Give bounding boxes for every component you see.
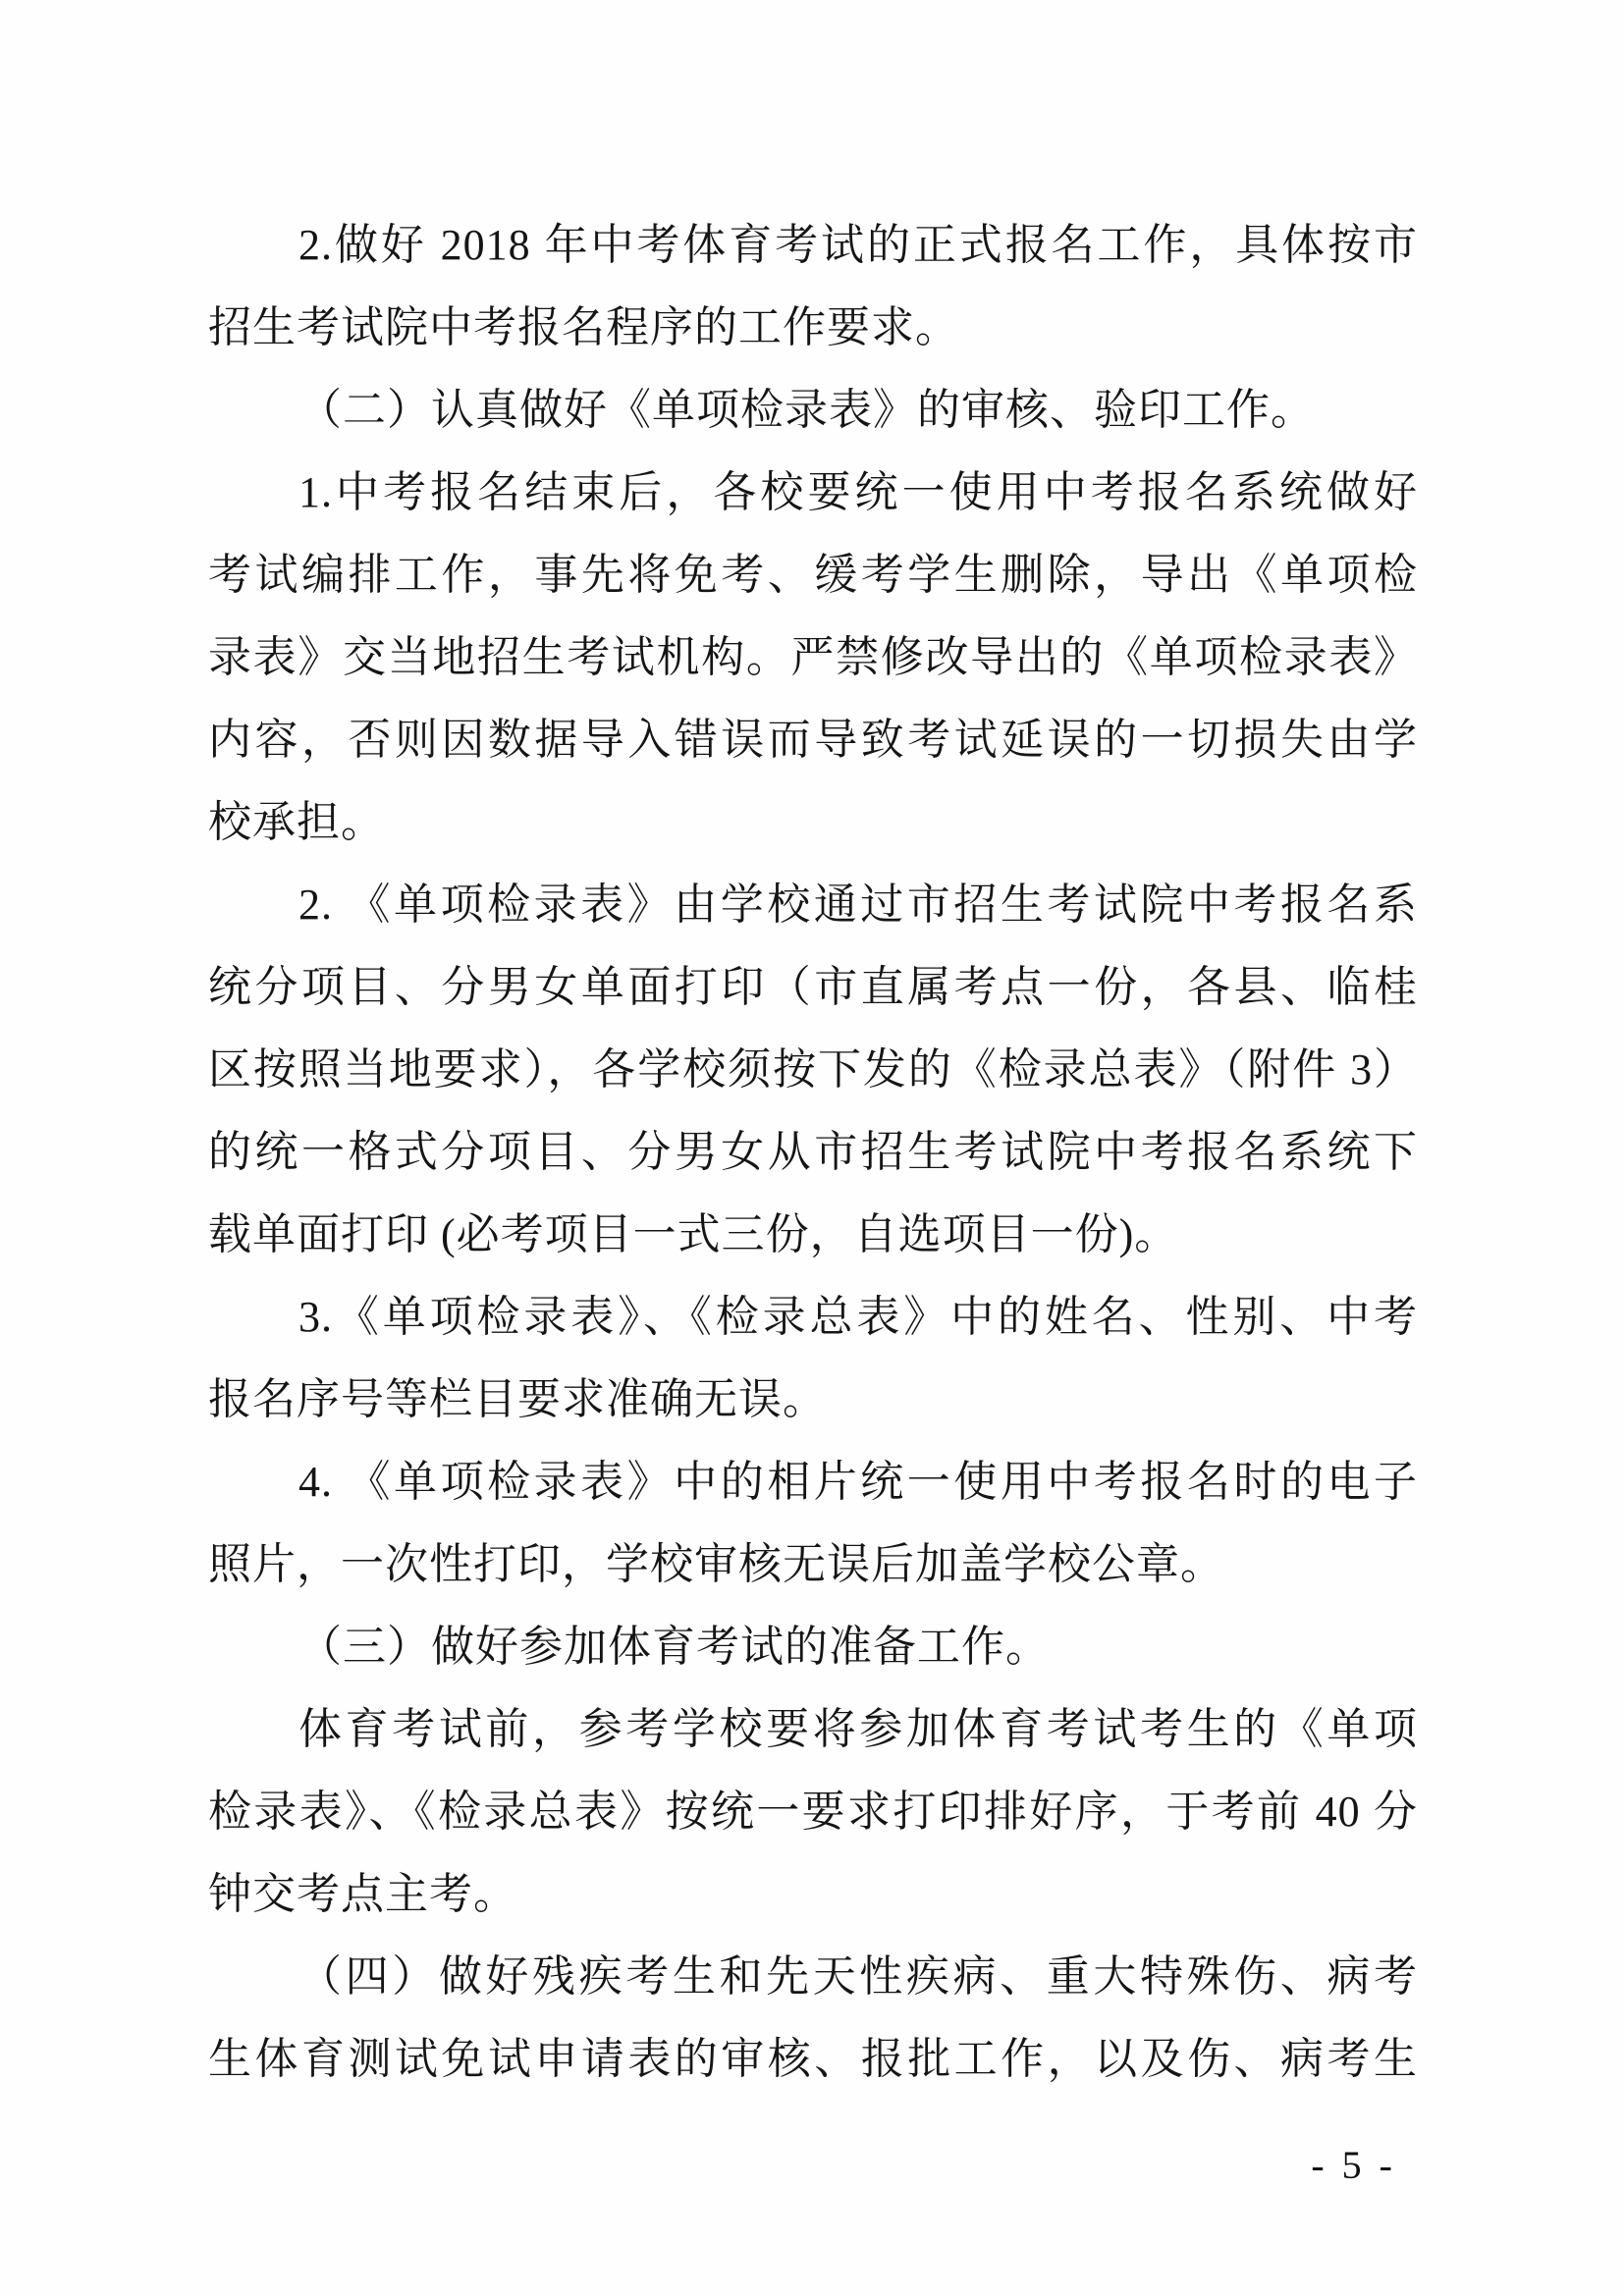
text-line: 3.《单项检录表》、《检录总表》中的姓名、性别、中考: [298, 1293, 1418, 1341]
text-line: 载单面打印 (必考项目一式三份，自选项目一份)。: [208, 1210, 1179, 1258]
text-line: 校承担。: [208, 798, 385, 846]
text-line: 内容，否则因数据导入错误而导致考试延误的一切损失由学: [208, 716, 1418, 764]
text-line: 检录表》、《检录总表》按统一要求打印排好序，于考前 40 分: [208, 1788, 1418, 1836]
text-line: 考试编排工作，事先将免考、缓考学生删除，导出《单项检: [208, 551, 1418, 599]
text-line: （二）认真做好《单项检录表》的审核、验印工作。: [298, 386, 1315, 434]
text-line: 4. 《单项检录表》中的相片统一使用中考报名时的电子: [298, 1458, 1418, 1506]
text-line: 录表》交当地招生考试机构。严禁修改导出的《单项检录表》: [208, 633, 1418, 681]
text-line: 钟交考点主考。: [208, 1870, 517, 1918]
text-line: 生体育测试免试申请表的审核、报批工作，以及伤、病考生: [208, 2035, 1418, 2083]
text-line: 区按照当地要求），各学校须按下发的《检录总表》（附件 3）: [208, 1045, 1418, 1094]
text-line: （三）做好参加体育考试的准备工作。: [298, 1623, 1050, 1671]
text-line: 统分项目、分男女单面打印（市直属考点一份，各县、临桂: [208, 963, 1418, 1011]
page-number: - 5 -: [1311, 2143, 1396, 2187]
text-line: （四）做好残疾考生和先天性疾病、重大特殊伤、病考: [298, 1952, 1418, 2001]
text-line: 招生考试院中考报名程序的工作要求。: [208, 303, 959, 351]
text-line: 2. 《单项检录表》由学校通过市招生考试院中考报名系: [298, 881, 1418, 929]
document-body: [208, 204, 1418, 2101]
text-line: 的统一格式分项目、分男女从市招生考试院中考报名系统下: [208, 1128, 1418, 1176]
text-line: 体育考试前，参考学校要将参加体育考试考生的《单项: [298, 1705, 1418, 1753]
text-line: 照片，一次性打印，学校审核无误后加盖学校公章。: [208, 1540, 1224, 1588]
text-line: 1.中考报名结束后，各校要统一使用中考报名系统做好: [298, 468, 1418, 516]
text-line: 报名序号等栏目要求准确无误。: [208, 1375, 827, 1423]
text-line: 2.做好 2018 年中考体育考试的正式报名工作，具体按市: [298, 221, 1418, 269]
